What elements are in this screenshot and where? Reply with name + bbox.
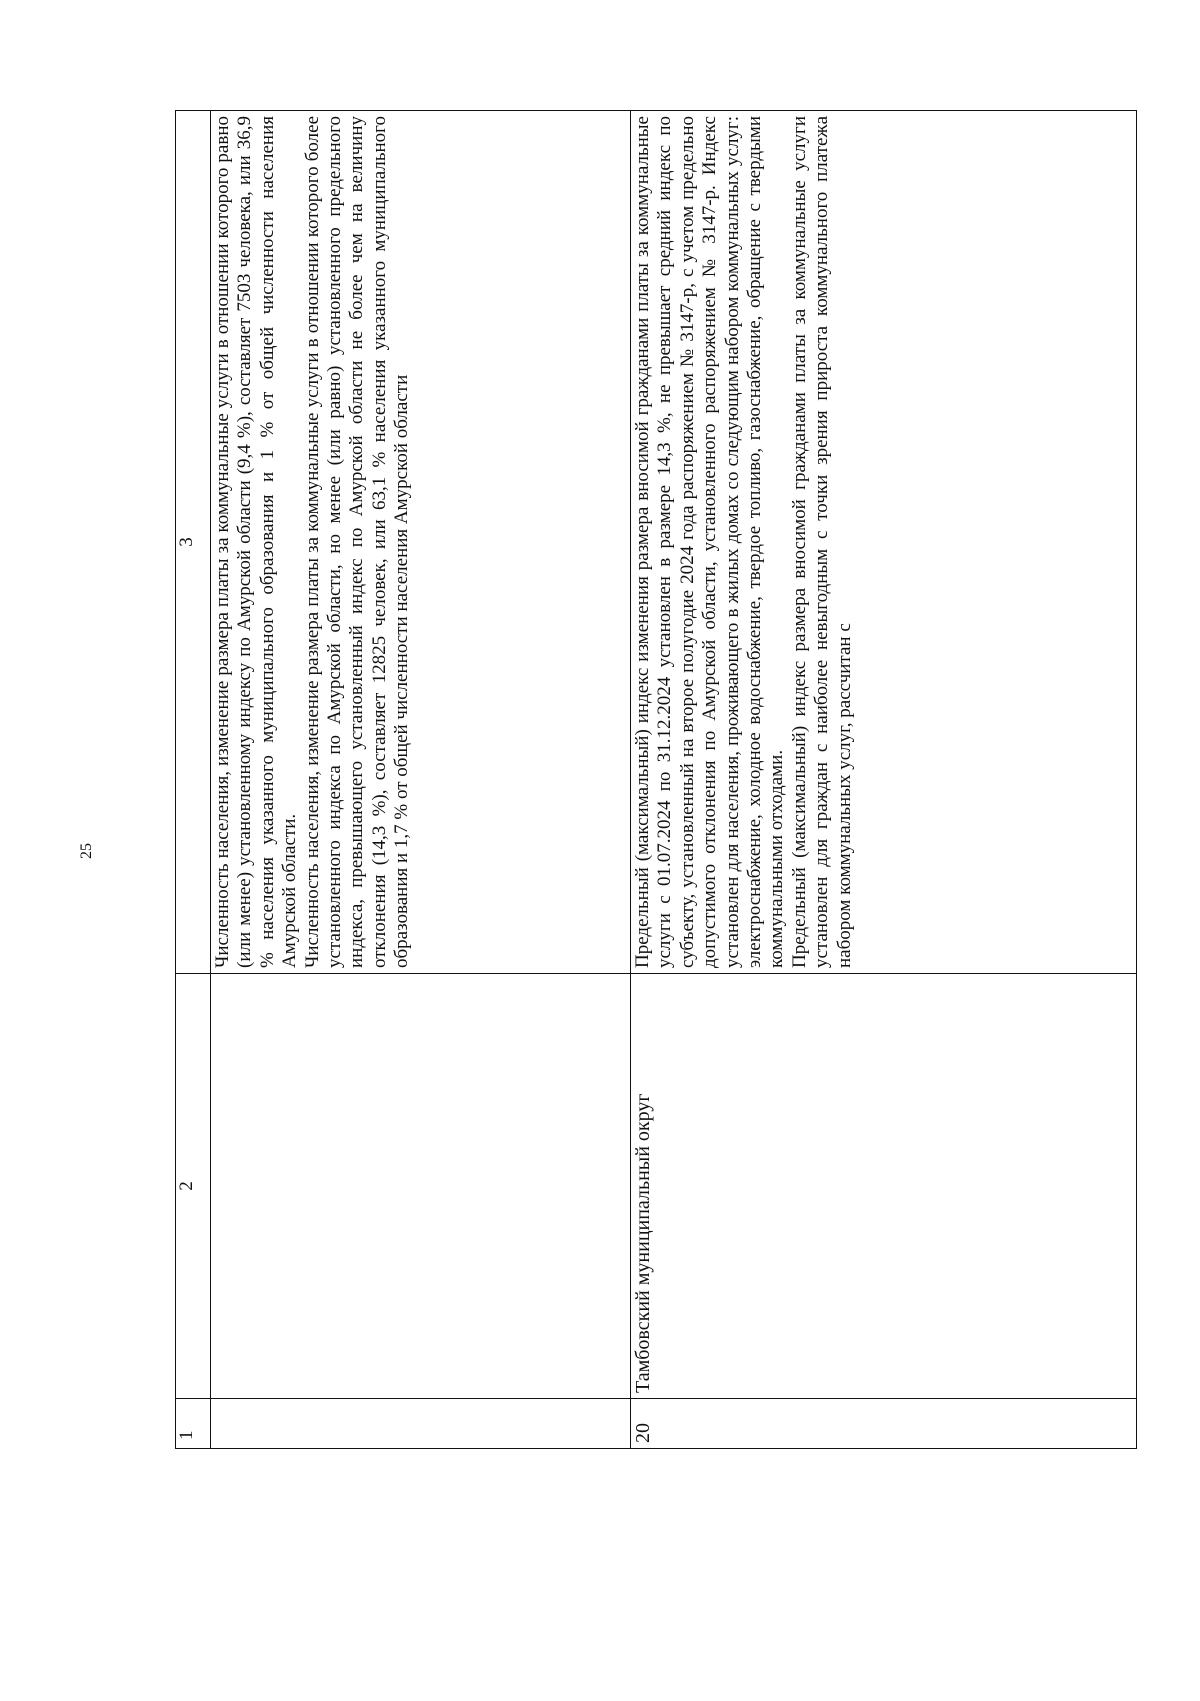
description-cell xyxy=(631,111,1137,974)
region-cell: Тамбовский муниципальный округ xyxy=(631,974,1137,1399)
table-row xyxy=(631,111,1137,1449)
row-number-cell: 20 xyxy=(631,1399,1137,1449)
description-cell xyxy=(211,111,631,974)
description-paragraph: Предельный (максимальный) индекс изменения размера вносимой гражданами платы за коммунальные услуги с 01.07.2024 по 31.12.2024 установлен в размере 14,3 %, не превышает средний индекс по субъекту, установленный на второе полугодие 2024 года распоряжением № 3147-р, с учетом предельно допустимого отклонения по Амурской области, установленного распоряжением № 3147-р. Индекс установлен для населения, проживающего в жилых домах со следующим набором коммунальных услуг: электроснабжение, холодное водоснабжение, твердое топливо, газоснабжение, обращение с твердыми коммунальными отходами. xyxy=(632,116,788,968)
rotated-table-container xyxy=(175,111,1135,1449)
description-paragraph: Предельный (максимальный) индекс размера вносимой гражданами платы за коммунальные услуги установлен для граждан с наиболее невыгодным с точки зрения прироста коммунального платежа набором коммунальных услуг, рассчитан с xyxy=(788,116,855,968)
region-cell xyxy=(211,974,631,1399)
row-number-cell xyxy=(211,1399,631,1449)
header-col-1: 1 xyxy=(176,1399,211,1449)
header-col-3: 3 xyxy=(176,111,211,974)
page-number: 25 xyxy=(78,843,95,859)
table-header-row xyxy=(176,111,211,1449)
description-paragraph: Численность населения, изменение размера платы за коммунальные услуги в отношении которого равно (или менее) установленному индексу по Амурской области (9,4 %), составляет 7503 человека, или 36,9 % населения указанного муниципального образования и 1 % от общей численности населения Амурской области. xyxy=(212,116,301,968)
index-table xyxy=(175,110,1137,1449)
table-row xyxy=(211,111,631,1449)
header-col-2: 2 xyxy=(176,974,211,1399)
description-paragraph: Численность населения, изменение размера платы за коммунальные услуги в отношении которого более установленного индекса по Амурской области, но менее (или равно) установленного предельного индекса, превышающего установленный индекс по Амурской области не более чем на величину отклонения (14,3 %), составляет 12825 человек, или 63,1 % населения указанного муниципального образования и 1,7 % от общей численности населения Амурской области xyxy=(301,116,413,968)
